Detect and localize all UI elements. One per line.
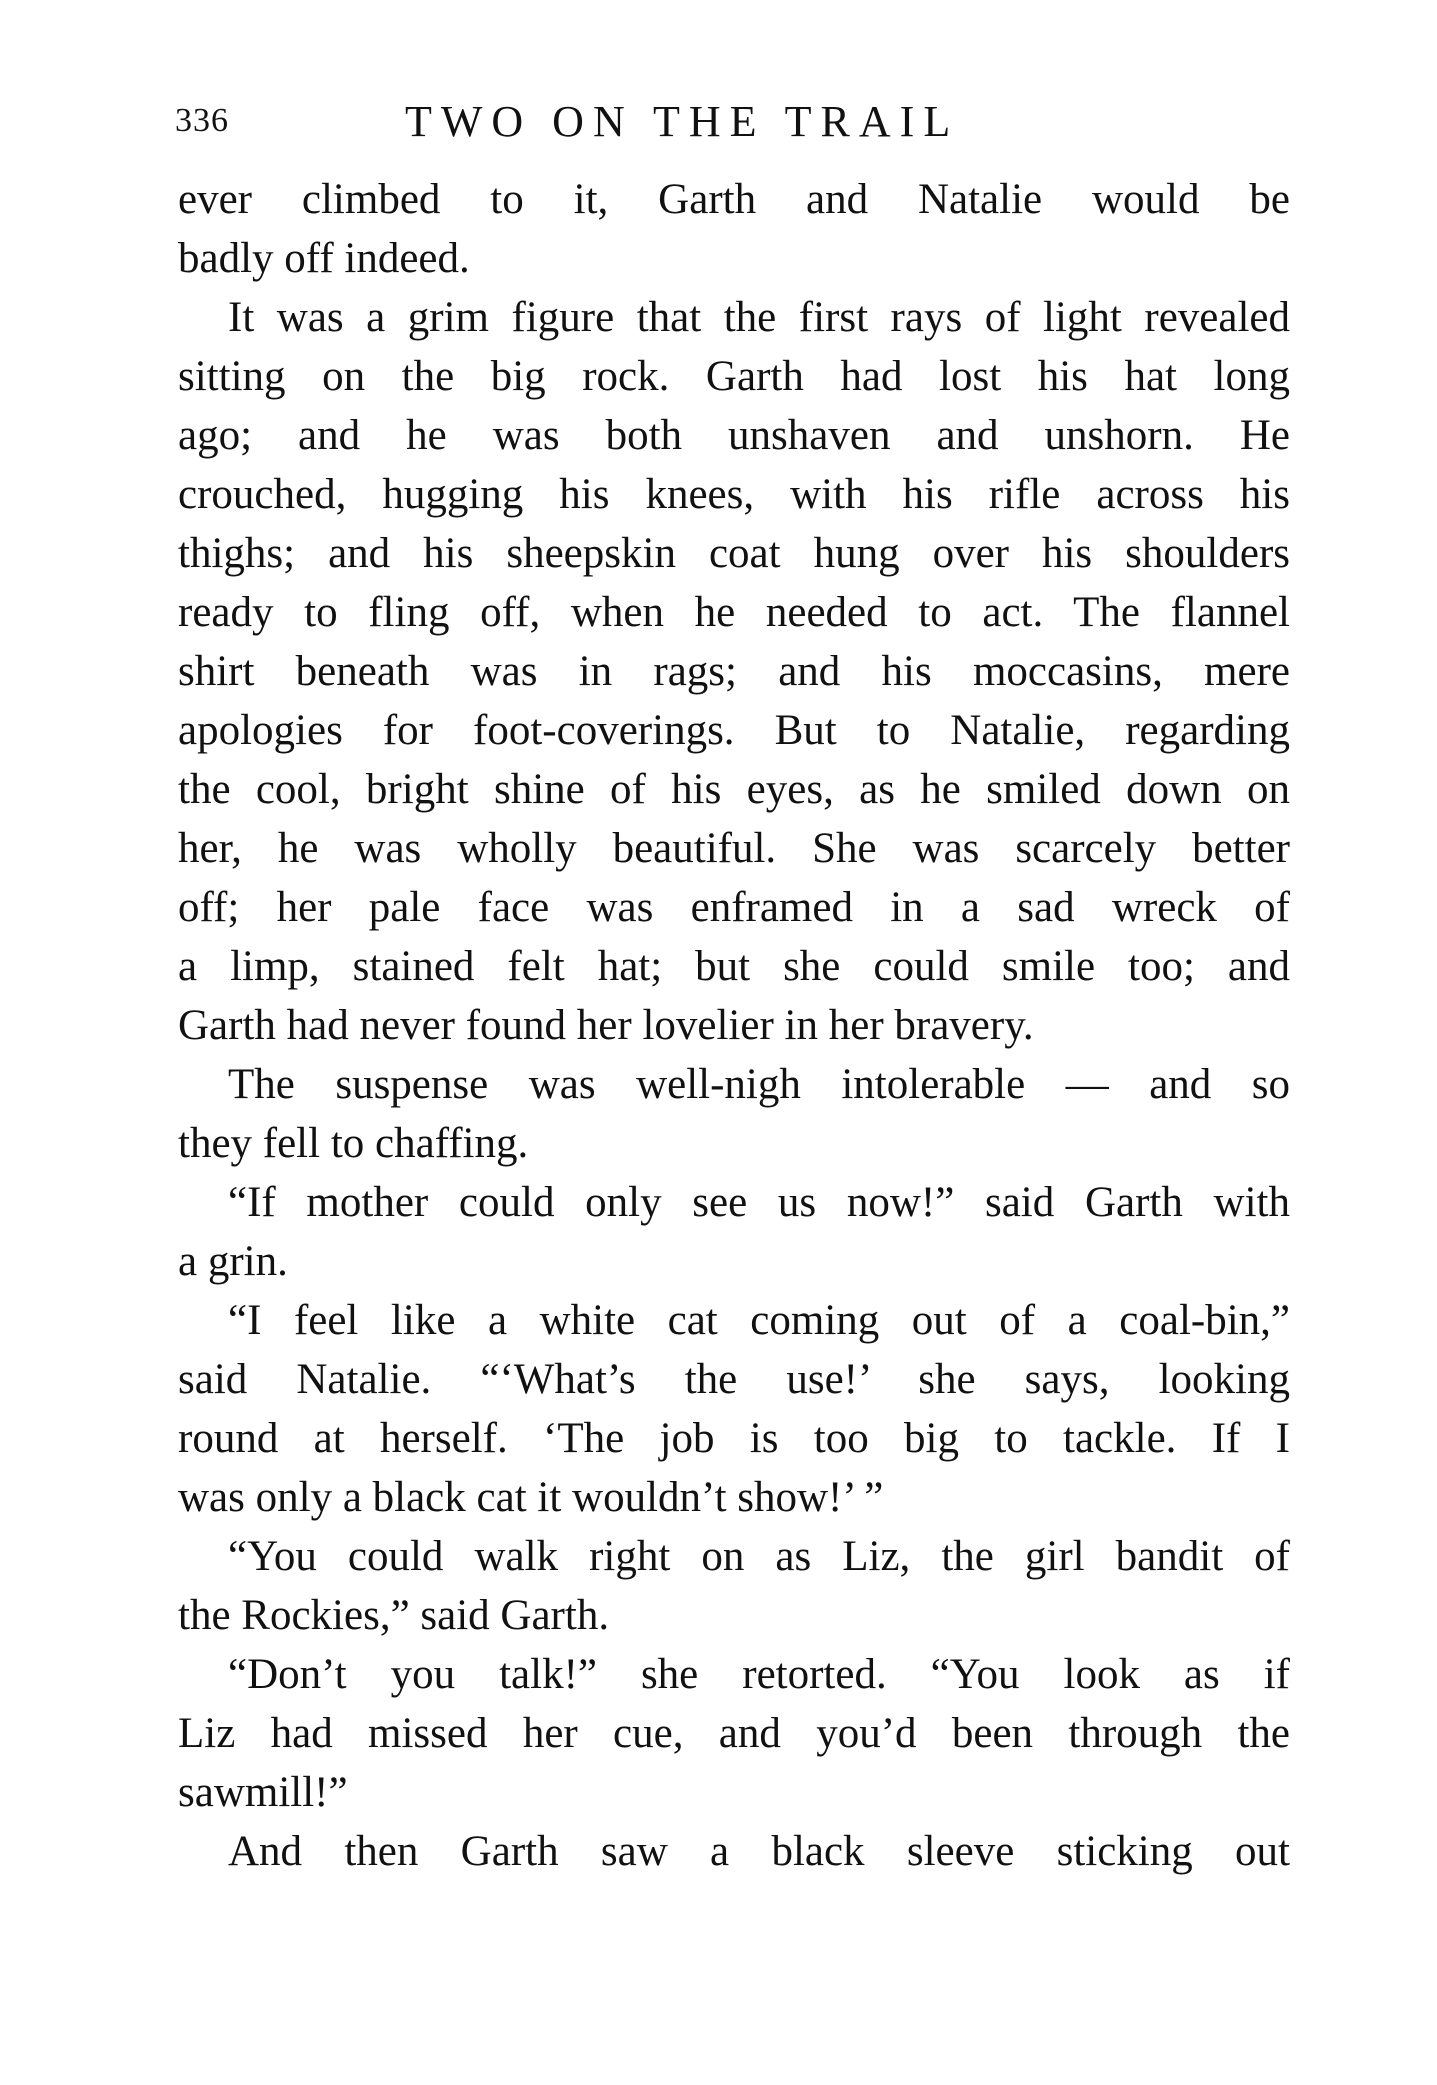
text-line: shirt beneath was in rags; and his moccasins, mere (178, 648, 1290, 695)
text-line: “Don’t you talk!” she retorted. “You look as if (228, 1651, 1290, 1698)
page-number: 336 (175, 102, 229, 139)
text-line: a grin. (178, 1238, 288, 1285)
text-line: It was a grim figure that the first rays of light revealed (228, 294, 1290, 341)
text-line: “If mother could only see us now!” said Garth with (228, 1179, 1290, 1226)
text-line: crouched, hugging his knees, with his rifle across his (178, 471, 1290, 518)
body-text (178, 170, 1290, 1881)
text-line: they fell to chaffing. (178, 1120, 529, 1167)
text-line: “You could walk right on as Liz, the girl bandit of (228, 1533, 1290, 1580)
text-line: badly off indeed. (178, 235, 470, 282)
text-line: The suspense was well-nigh intolerable — and so (228, 1061, 1290, 1108)
running-title: TWO ON THE TRAIL (405, 97, 960, 146)
text-line: was only a black cat it wouldn’t show!’ ” (178, 1474, 884, 1521)
text-line: thighs; and his sheepskin coat hung over his shoulders (178, 530, 1290, 577)
page-header (175, 96, 1285, 156)
text-line: And then Garth saw a black sleeve sticking out (228, 1828, 1290, 1875)
text-line: said Natalie. “‘What’s the use!’ she says, looking (178, 1356, 1290, 1403)
text-line: ever climbed to it, Garth and Natalie would be (178, 176, 1290, 223)
text-line: ready to fling off, when he needed to act. The flannel (178, 589, 1290, 636)
text-line: apologies for foot-coverings. But to Natalie, regarding (178, 707, 1290, 754)
text-line: the cool, bright shine of his eyes, as he smiled down on (178, 766, 1290, 813)
text-line: her, he was wholly beautiful. She was scarcely better (178, 825, 1290, 872)
text-line: Liz had missed her cue, and you’d been through the (178, 1710, 1290, 1757)
text-line: sitting on the big rock. Garth had lost his hat long (178, 353, 1290, 400)
text-line: the Rockies,” said Garth. (178, 1592, 610, 1639)
text-line: off; her pale face was enframed in a sad wreck of (178, 884, 1290, 931)
text-line: “I feel like a white cat coming out of a coal-bin,” (228, 1297, 1290, 1344)
text-line: ago; and he was both unshaven and unshorn. He (178, 412, 1290, 459)
text-line: a limp, stained felt hat; but she could smile too; and (178, 943, 1290, 990)
text-line: round at herself. ‘The job is too big to tackle. If I (178, 1415, 1290, 1462)
text-line: Garth had never found her lovelier in her bravery. (178, 1002, 1034, 1049)
text-line: sawmill!” (178, 1769, 348, 1816)
